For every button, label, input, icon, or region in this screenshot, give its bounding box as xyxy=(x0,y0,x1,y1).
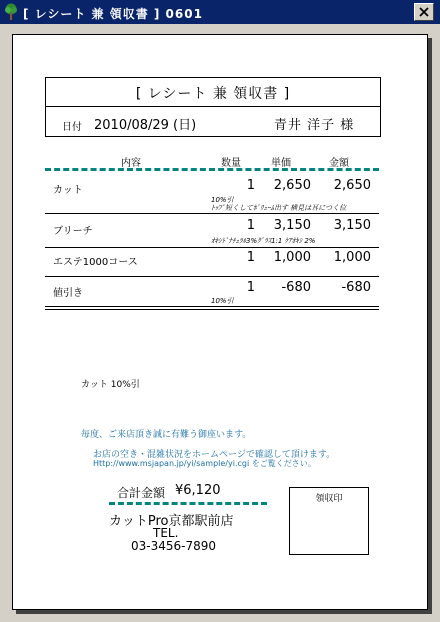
item-note: ﾄｯﾌﾟ短くしてﾎﾞﾘｭｰﾑ出す 横見は耳につく位 xyxy=(211,204,347,212)
column-header-price: 単価 xyxy=(271,158,291,169)
item-price: 1,000 xyxy=(273,250,311,265)
item-qty: 1 xyxy=(246,218,255,233)
item-amount: -680 xyxy=(341,280,371,295)
header-divider xyxy=(46,106,380,107)
shop-name: カットPro京都駅前店 xyxy=(109,514,234,529)
receipt-paper xyxy=(12,34,428,610)
title-bar xyxy=(0,0,440,24)
date-value: 2010/08/29 (日) xyxy=(94,118,197,133)
column-header-item: 内容 xyxy=(121,158,141,169)
stamp-box xyxy=(289,487,369,555)
thanks-message: 毎度、ご来店頂き誠に有難う御座います。 xyxy=(81,430,252,440)
item-name: ブリーチ xyxy=(53,226,93,237)
column-header-amount: 金額 xyxy=(329,158,349,169)
item-amount: 2,650 xyxy=(333,178,371,193)
item-amount: 3,150 xyxy=(333,218,371,233)
close-button[interactable] xyxy=(414,3,434,21)
tel-label: TEL. xyxy=(153,526,179,540)
header-dash-line xyxy=(45,168,379,171)
memo-text: カット 10%引 xyxy=(81,380,140,390)
tel-number: 03-3456-7890 xyxy=(131,539,217,553)
table-bottom-rule xyxy=(45,309,379,310)
window-title: [ レシート 兼 領収書 ] 0601 xyxy=(23,7,203,21)
item-amount: 1,000 xyxy=(333,250,371,265)
info-url: Http://www.msjapan.jp/yi/sample/yi.cgi をご覧ください。 xyxy=(93,459,316,468)
table-bottom-rule xyxy=(45,306,379,307)
item-price: 3,150 xyxy=(273,218,311,233)
customer-name: 青井 洋子 様 xyxy=(274,118,355,133)
item-note: ｵｷｼﾄﾞﾅﾁｭﾗﾙ3%ｸﾞﾗｽ1:1 ｹｱｵｷｼ 2% xyxy=(211,237,316,245)
item-note: 10%引 xyxy=(211,196,234,204)
item-qty: 1 xyxy=(246,178,255,193)
item-price: -680 xyxy=(281,280,311,295)
item-price: 2,650 xyxy=(273,178,311,193)
total-label: 合計金額 xyxy=(117,486,166,500)
info-line: お店の空き・混雑状況をホームページで確認して頂けます。 xyxy=(93,450,336,460)
row-divider xyxy=(45,213,379,214)
item-note: 10%引 xyxy=(211,297,234,305)
item-qty: 1 xyxy=(246,250,255,265)
item-name: カット xyxy=(53,185,83,196)
tree-icon xyxy=(3,3,19,21)
item-name: エステ1000コース xyxy=(53,257,138,268)
total-dash-line xyxy=(109,502,267,505)
row-divider xyxy=(45,276,379,277)
item-name: 値引き xyxy=(53,288,83,299)
receipt-header-box xyxy=(45,77,381,137)
row-divider xyxy=(45,247,379,248)
stamp-label: 領収印 xyxy=(315,494,343,504)
item-qty: 1 xyxy=(246,280,255,295)
receipt-title: [ レシート 兼 領収書 ] xyxy=(135,86,291,102)
column-header-qty: 数量 xyxy=(221,158,241,169)
close-icon xyxy=(419,7,429,17)
date-label: 日付 xyxy=(62,122,82,133)
total-value: ¥6,120 xyxy=(175,483,221,498)
